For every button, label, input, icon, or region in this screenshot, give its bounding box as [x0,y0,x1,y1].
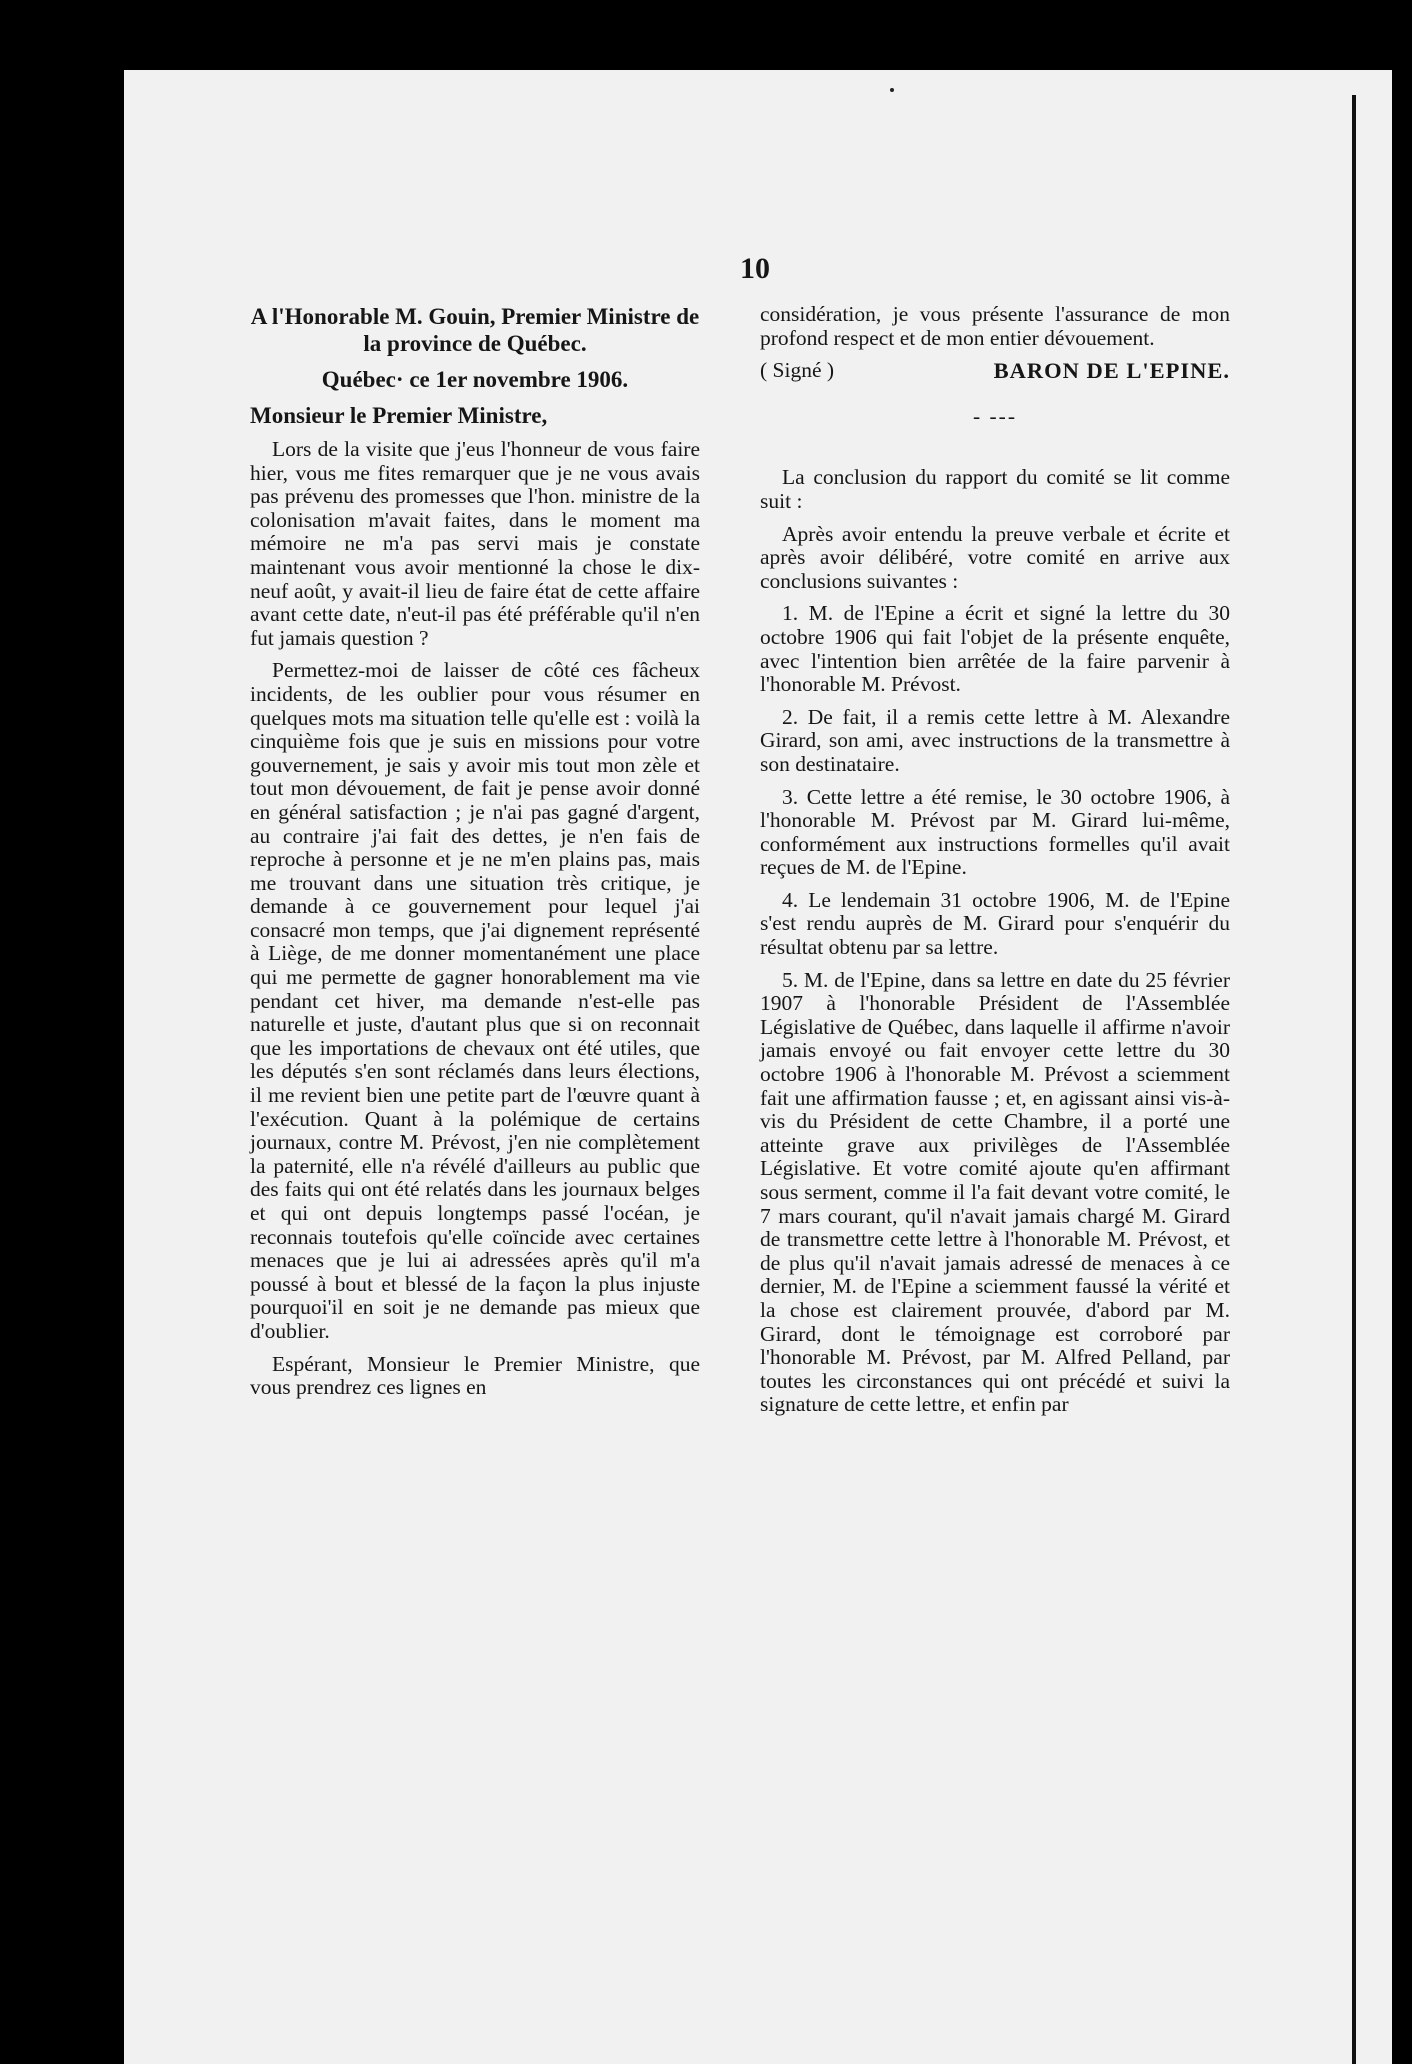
section-separator: - --- [972,403,1017,428]
letter-salutation: Monsieur le Premier Ministre, [250,403,548,428]
letter-closing: considération, je vous présente l'assurance de mon profond respect et de mon entier dévouement. [760,302,1230,350]
letter-paragraph: Permettez-moi de laisser de côté ces fâcheux incidents, de les oublier pour vous résumer en quelques mots ma situation telle qu'elle est : voilà la cinquième fois que je suis en missions pour votre gouvernement, je sais y avoir mis tout mon zèle et tout mon dévouement, de fait je pense avoir donné en général satisfaction ; je n'ai pas gagné d'argent, au contraire j'ai fait des dettes, je n'en fais de reproche à personne et je ne m'en plains pas, mais me trouvant dans une situation très critique, je demande à ce gouvernement pour lequel j'ai consacré mon temps, que j'ai dignement représenté à Liège, de me donner momentanément une place qui me permette de gagner honorablement ma vie pendant cet hiver, ma demande n'est-elle pas naturelle et juste, d'autant plus que si on reconnait que les importations de chevaux ont été utiles, que les députés s'en sont réclamés dans leurs élections, il me revient bien une petite part de l'œuvre quant à l'exécution. Quant à la polémique de certains journaux, contre M. Prévost, j'en nie complètement la paternité, elle n'a révélé d'ailleurs au public que des faits qui ont été relatés dans les journaux belges et qui ont depuis longtemps passé l'océan, je reconnais toutefois qu'elle coïncide avec certaines menaces que je lui ai adressées après qu'il m'a poussé à bout et blessé de la façon la plus injuste pourquoi'il en soit je ne demande pas mieux que d'oublier. [250,658,700,1343]
signature-line [760,359,1230,383]
page-number: 10 [740,252,770,285]
conclusion-item: 5. M. de l'Epine, dans sa lettre en date du 25 février 1907 à l'honorable Président de l'Assemblée Législative de Québec, dans laquelle il affirme n'avoir jamais envoyé ou fait envoyer cette lettre du 30 octobre 1906 à l'honorable M. Prévost a sciemment fait une affirmation fausse ; et, en agissant ainsi vis-à-vis du Président de cette Chambre, il a porté une atteinte grave aux privilèges de l'Assemblée Législative. Et votre comité ajoute qu'en affirmant sous serment, comme il l'a fait devant votre comité, le 7 mars courant, qu'il n'avait jamais chargé M. Girard de transmettre cette lettre à l'honorable M. Prévost, et de plus qu'il n'avait jamais adressé de menaces à ce dernier, M. de l'Epine a sciemment faussé la vérité et la chose est clairement prouvée, d'abord par M. Girard, dont le témoignage est corroboré par l'honorable M. Prévost, par M. Alfred Pelland, par toutes les circonstances qui ont précédé et suivi la signature de cette lettre, et enfin par [760,967,1230,1417]
letter-address: A l'Honorable M. Gouin, Premier Ministre de la province de Québec. [250,304,700,356]
conclusion-item: 4. Le lendemain 31 octobre 1906, M. de l'Epine s'est rendu auprès de M. Girard pour s'enquérir du résultat obtenu par sa lettre. [760,887,1230,960]
report-lead: Après avoir entendu la preuve verbale et écrite et après avoir délibéré, votre comité en arrive aux conclusions suivantes : [760,521,1230,593]
report-intro: La conclusion du rapport du comité se lit comme suit : [760,465,1230,513]
conclusion-item: 3. Cette lettre a été remise, le 30 octobre 1906, à l'honorable M. Prévost par M. Girard lui-même, conformément aux instructions formelles qu'il avait reçues de M. de l'Epine. [760,784,1230,880]
right-column [760,303,1230,1426]
letter-paragraph: Lors de la visite que j'eus l'honneur de vous faire hier, vous me fites remarquer que je ne vous avais pas prévenu des promesses que l'hon. ministre de la colonisation m'avait faites, dans le moment ma mémoire ne m'a pas servi mais je constate maintenant vous avoir mentionné la chose le dix-neuf août, y avait-il lieu de faire état de cette affaire avant cette date, n'eut-il pas été préférable qu'il n'en fut jamais question ? [250,437,700,650]
left-column [250,303,700,1409]
conclusion-item: 2. De fait, il a remis cette lettre à M. Alexandre Girard, son ami, avec instructions de la transmettre à son destinataire. [760,704,1230,776]
scan-speck [890,88,894,92]
conclusion-item: 1. M. de l'Epine a écrit et signé la lettre du 30 octobre 1906 qui fait l'objet de la présente enquête, avec l'intention bien arrêtée de la faire parvenir à l'honorable M. Prévost. [760,601,1230,697]
letter-paragraph: Espérant, Monsieur le Premier Ministre, que vous prendrez ces lignes en [250,1351,700,1400]
page-edge-shadow [1352,95,1356,2064]
signature-name: BARON DE L'EPINE. [993,358,1230,384]
letter-place-date: Québec· ce 1er novembre 1906. [321,367,629,392]
signed-label: ( Signé ) [760,358,835,383]
